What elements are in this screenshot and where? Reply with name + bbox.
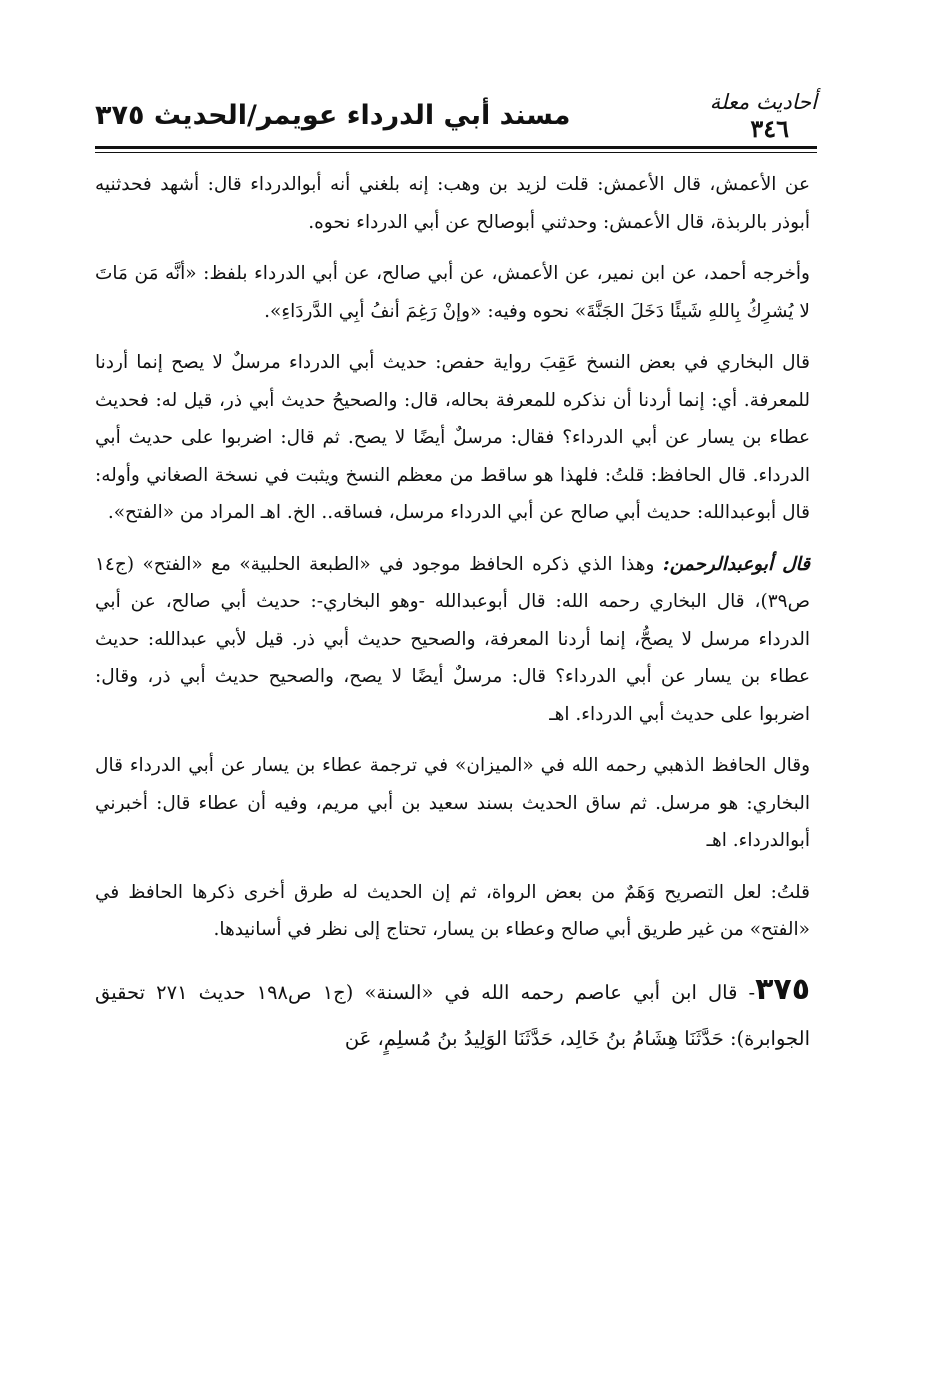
hadith-entry bbox=[95, 967, 810, 1062]
paragraph: وأخرجه أحمد، عن ابن نمير، عن الأعمش، عن أبي صالح، عن أبي الدرداء بلفظ: «أنَّه مَن مَاتَ لا يُشرِكُ بِاللهِ شَيئًا دَخَلَ الجَنَّةَ» نحوه وفيه: «وإنْ رَغِمَ أنفُ أبِي الدَّردَاءِ». bbox=[95, 263, 810, 322]
paragraph: قلتُ: لعل التصريح وَهَمٌ من بعض الرواة، ثم إن الحديث له طرق أخرى ذكرها الحافظ في «الفتح» من غير طريق أبي صالح وعطاء بن يسار، تحتاج إلى نظر في أسانيدها. bbox=[95, 881, 810, 940]
paragraph-with-signature bbox=[95, 546, 810, 734]
author-signature: قال أبوعبدالرحمن: bbox=[662, 553, 811, 575]
paragraph-text: وهذا الذي ذكره الحافظ موجود في «الطبعة الحلبية» مع «الفتح» (ج١٤ ص٣٩)، قال البخاري رحمه الله: قال أبوعبدالله -وهو البخاري-: حديث أبي صالح، عن أبي الدرداء مرسل لا يصحُّ، إنما أردنا المعرفة، والصحيح حديث أبي ذر. قيل لأبي عبدالله: حديث عطاء بن يسار عن أبي الدرداء؟ قال: مرسلٌ أيضًا لا يصح، والصحيح حديث أبي ذر، وقال: اضربوا على حديث أبي الدرداء. اهـ bbox=[95, 553, 810, 725]
page-header bbox=[95, 88, 817, 150]
body-text bbox=[95, 166, 810, 1076]
paragraph: وقال الحافظ الذهبي رحمه الله في «الميزان» في ترجمة عطاء بن يسار عن أبي الدرداء قال البخاري: هو مرسل. ثم ساق الحديث بسند سعيد بن أبي مريم، وفيه أن عطاء قال: أخبرني أبوالدرداء. اهـ bbox=[95, 755, 810, 851]
hadith-number: ٣٧٥ bbox=[755, 971, 811, 1007]
header-rule-thin bbox=[95, 152, 817, 153]
page-number: ٣٤٦ bbox=[750, 114, 789, 143]
header-rule bbox=[95, 146, 817, 149]
hadith-text: - قال ابن أبي عاصم رحمه الله في «السنة» (ج١ ص١٩٨ حديث ٢٧١ تحقيق الجوابرة): حَدَّثَنَا هِشَامُ بنُ خَالِد، حَدَّثَنَا الوَلِيدُ بنُ مُسلِمٍ، عَن bbox=[95, 980, 810, 1050]
series-title: أحاديث معلة bbox=[709, 90, 817, 114]
paragraph: عن الأعمش، قال الأعمش: قلت لزيد بن وهب: إنه بلغني أنه أبوالدرداء قال: أشهد فحدثنيه أبوذر بالربذة، قال الأعمش: وحدثني أبوصالح عن أبي الدرداء نحوه. bbox=[95, 174, 810, 233]
paragraph: قال البخاري في بعض النسخ عَقِبَ رواية حفص: حديث أبي الدرداء مرسلٌ لا يصح إنما أردنا للمعرفة. أي: إنما أردنا أن نذكره للمعرفة بحاله، قال: والصحيحُ حديث أبي ذر، قيل له: فحديث عطاء بن يسار عن أبي الدرداء؟ فقال: مرسلٌ أيضًا لا يصح. ثم قال: اضربوا على حديث أبي الدرداء. قال الحافظ: قلتُ: فلهذا هو ساقط من معظم النسخ ويثبت في نسخة الصغاني وأوله: قال أبوعبدالله: حديث أبي صالح عن أبي الدرداء مرسل، فساقه.. الخ. اهـ المراد من «الفتح». bbox=[95, 352, 810, 523]
running-head: مسند أبي الدرداء عويمر/الحديث ٣٧٥ bbox=[95, 100, 571, 131]
